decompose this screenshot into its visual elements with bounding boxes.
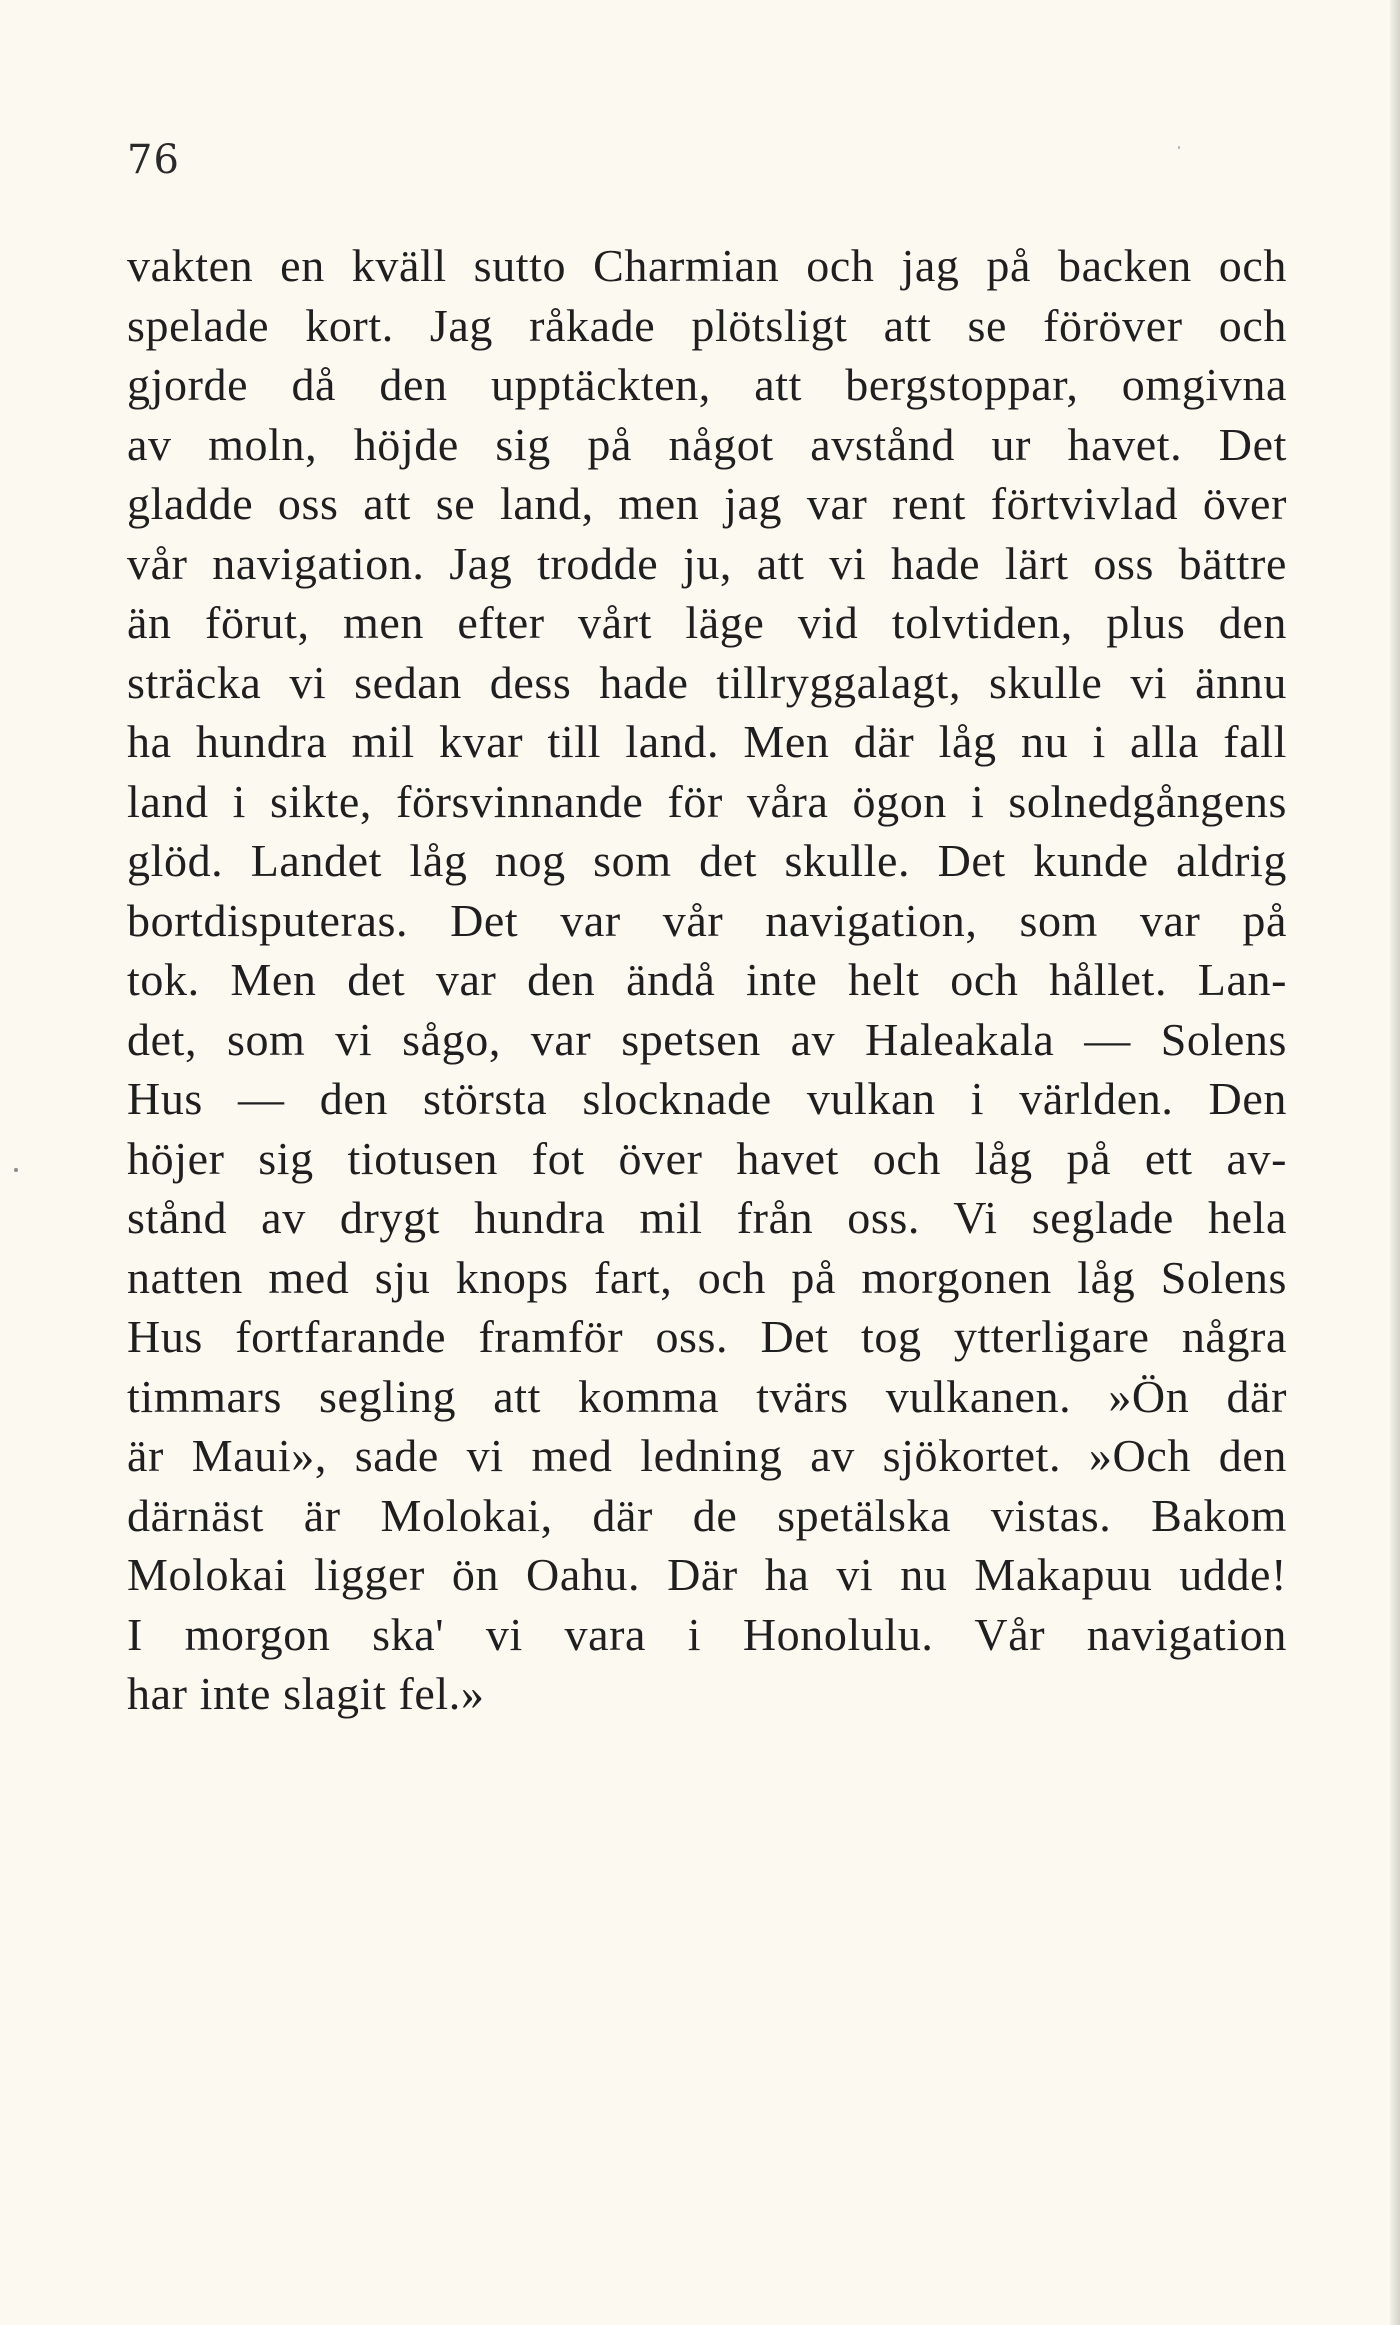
text-line: land i sikte, försvinnande för våra ögon i solnedgångens	[127, 775, 1287, 827]
text-line: är Maui», sade vi med ledning av sjökortet. »Och den	[127, 1430, 1287, 1481]
paper-speck	[1178, 146, 1180, 149]
text-line: Molokai ligger ön Oahu. Där ha vi nu Makapuu udde!	[127, 1549, 1287, 1600]
text-line: stånd av drygt hundra mil från oss. Vi seglade hela	[127, 1192, 1287, 1243]
text-line: ha hundra mil kvar till land. Men där låg nu i alla fall	[127, 716, 1287, 767]
text-line: därnäst är Molokai, där de spetälska vistas. Bakom	[127, 1489, 1287, 1541]
text-line: glöd. Landet låg nog som det skulle. Det kunde aldrig	[127, 835, 1287, 886]
text-line: tok. Men det var den ändå inte helt och hållet. Lan-	[127, 954, 1287, 1005]
paper-speck	[14, 1168, 18, 1172]
page-number: 76	[127, 137, 180, 183]
text-line: det, som vi sågo, var spetsen av Haleakala — Solens	[127, 1013, 1287, 1065]
text-line: timmars segling att komma tvärs vulkanen. »Ön där	[127, 1370, 1287, 1422]
text-line: spelade kort. Jag råkade plötsligt att se föröver och	[127, 299, 1287, 351]
text-line: natten med sju knops fart, och på morgonen låg Solens	[127, 1251, 1287, 1303]
text-line: höjer sig tiotusen fot över havet och låg på ett av-	[127, 1132, 1287, 1184]
text-line: gladde oss att se land, men jag var rent förtvivlad över	[127, 478, 1287, 529]
text-line: I morgon ska' vi vara i Honolulu. Vår navigation	[127, 1608, 1287, 1660]
text-line: vakten en kväll sutto Charmian och jag på backen och	[127, 240, 1287, 291]
text-line: av moln, höjde sig på något avstånd ur havet. Det	[127, 418, 1287, 470]
text-line: Hus — den största slocknade vulkan i världen. Den	[127, 1073, 1287, 1124]
text-line: än förut, men efter vårt läge vid tolvtiden, plus den	[127, 597, 1287, 648]
page-edge	[1390, 0, 1400, 2325]
text-line: vår navigation. Jag trodde ju, att vi hade lärt oss bättre	[127, 537, 1287, 589]
text-line: gjorde då den upptäckten, att bergstoppar, omgivna	[127, 359, 1287, 410]
text-line: har inte slagit fel.»	[127, 1668, 485, 1719]
text-line: Hus fortfarande framför oss. Det tog ytterligare några	[127, 1311, 1287, 1362]
text-line: sträcka vi sedan dess hade tillryggalagt, skulle vi ännu	[127, 656, 1287, 708]
body-text	[127, 236, 1287, 1724]
text-line: bortdisputeras. Det var vår navigation, som var på	[127, 894, 1287, 946]
